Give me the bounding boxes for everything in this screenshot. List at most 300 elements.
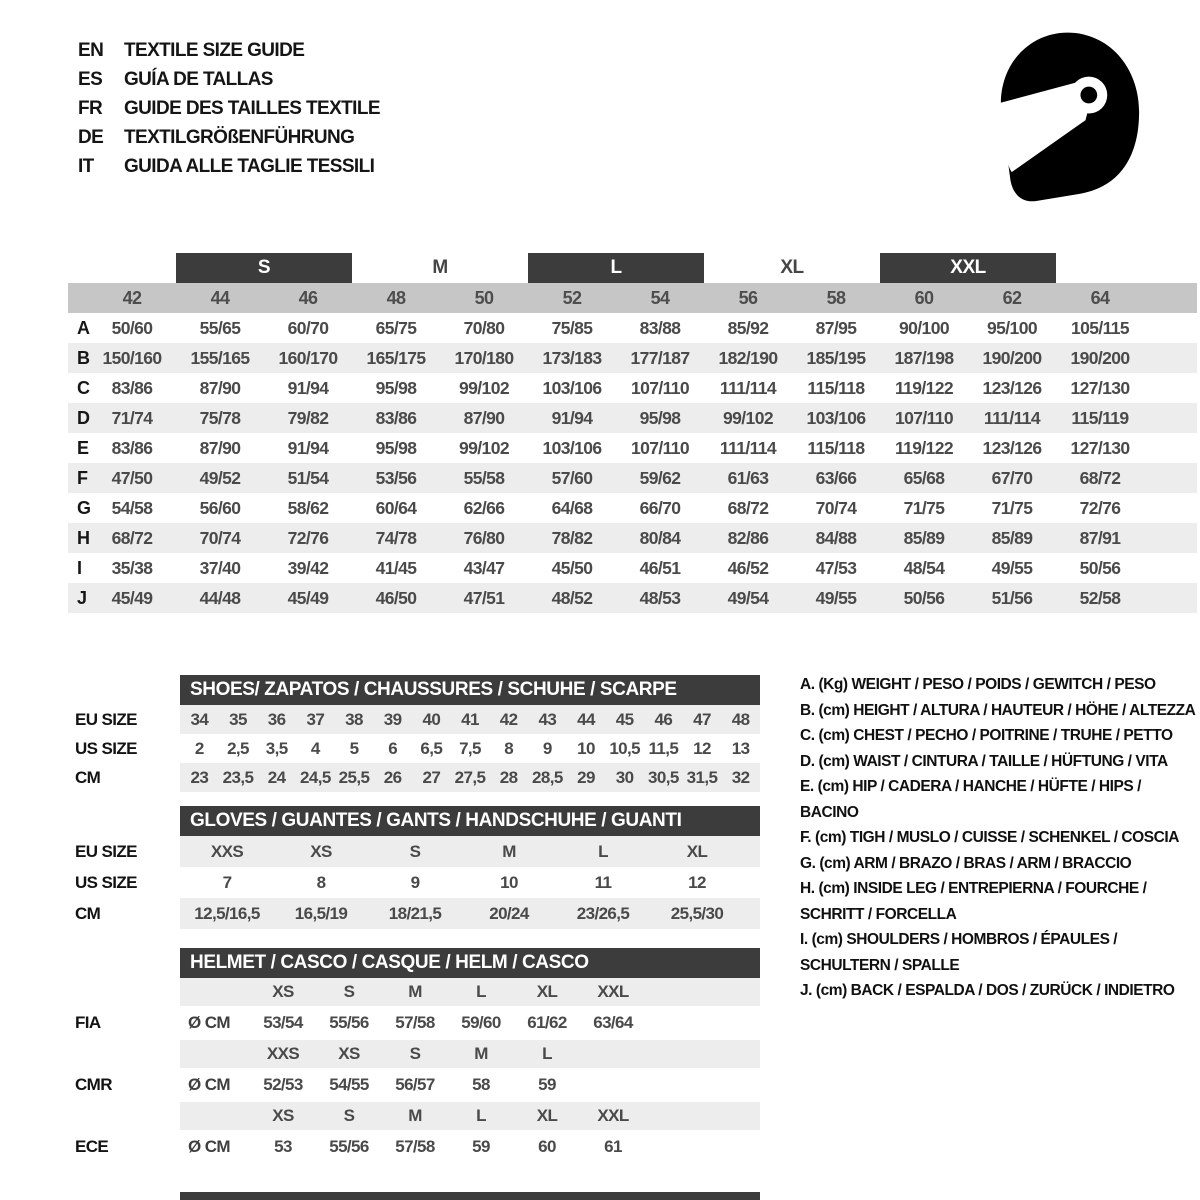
size-value: 71/74: [111, 407, 153, 428]
shoe-size: 9: [542, 738, 552, 758]
language-code: EN: [78, 39, 104, 61]
helmet-standard-section: [75, 978, 760, 1040]
shoe-size: 34: [190, 709, 209, 729]
size-value: 56/60: [199, 497, 241, 518]
language-code: DE: [78, 126, 104, 148]
size-value: 45/49: [111, 587, 153, 608]
size-value: 48/53: [639, 587, 681, 608]
size-number: 50: [474, 287, 494, 308]
size-value: 54/58: [111, 497, 153, 518]
helmet-sizes-band: [180, 978, 760, 1006]
shoe-size: 6,5: [420, 738, 443, 758]
size-value: 67/70: [991, 467, 1033, 488]
standard-org-label: FIA: [75, 1013, 101, 1032]
size-value: 185/195: [806, 347, 866, 368]
shoe-size: 11,5: [648, 738, 679, 758]
helmet-size: M: [408, 1106, 422, 1125]
size-value: 95/98: [639, 407, 681, 428]
size-value: 111/114: [719, 377, 777, 398]
row-letter: G: [77, 497, 91, 518]
helmet-value: 58: [472, 1075, 490, 1094]
size-value: 87/90: [199, 437, 241, 458]
size-value: 173/183: [542, 347, 602, 368]
measurement-row: [68, 523, 1197, 553]
legend-item: E. (cm) HIP / CADERA / HANCHE / HÜFTE / HIPS / BACINO: [800, 778, 1142, 821]
size-value: 61/63: [727, 467, 769, 488]
shoe-size: 30,5: [647, 767, 679, 787]
size-value: 68/72: [1079, 467, 1121, 488]
shoe-size: 38: [345, 709, 363, 729]
size-value: 99/102: [459, 377, 509, 398]
shoe-size: 27,5: [454, 767, 486, 787]
size-value: 65/68: [903, 467, 945, 488]
gloves-row: [75, 898, 760, 929]
size-value: 49/55: [815, 587, 857, 608]
legend-item: I. (cm) SHOULDERS / HOMBROS / ÉPAULES / SCHULTERN / SPALLE: [800, 931, 1118, 974]
size-value: 47/50: [111, 467, 153, 488]
size-number: 46: [298, 287, 318, 308]
size-value: 177/187: [630, 347, 690, 368]
measurement-row: [68, 313, 1197, 343]
language-title: GUIDA ALLE TAGLIE TESSILI: [124, 155, 375, 177]
size-value: 76/80: [463, 527, 505, 548]
size-value: 47/53: [815, 557, 857, 578]
helmet-size: XL: [536, 1106, 558, 1125]
glove-size: 12,5/16,5: [194, 903, 260, 923]
size-value: 51/54: [287, 467, 329, 488]
row-label: EU SIZE: [75, 841, 137, 861]
shoe-size: 24,5: [299, 767, 331, 787]
size-value: 190/200: [982, 347, 1042, 368]
language-title: TEXTILE SIZE GUIDE: [124, 39, 305, 61]
helmet-size: [580, 1040, 646, 1068]
size-value: 119/122: [894, 377, 954, 398]
size-value: 49/54: [727, 587, 769, 608]
size-number: 60: [914, 287, 934, 308]
measurement-row: [68, 433, 1197, 463]
shoe-size: 3,5: [265, 738, 288, 758]
shoe-size: 2,5: [227, 738, 249, 758]
row-letter: A: [77, 317, 90, 338]
shoe-size: 10,5: [609, 738, 640, 758]
helmet-value: 61/62: [527, 1013, 567, 1032]
racing-helmet-icon: [978, 28, 1146, 204]
measurement-row: [68, 463, 1197, 493]
helmet-values-band: [180, 1130, 760, 1164]
row-letter: J: [77, 587, 87, 608]
shoe-size: 25,5: [338, 767, 370, 787]
size-value: 71/75: [903, 497, 945, 518]
size-value: 72/76: [1079, 497, 1121, 518]
size-value: 99/102: [459, 437, 509, 458]
size-value: 59/62: [639, 467, 681, 488]
size-value: 111/114: [983, 407, 1041, 428]
glove-size: 23/26,5: [576, 903, 630, 923]
helmet-title-bar: HELMET / CASCO / CASQUE / HELM / CASCO: [180, 948, 760, 978]
helmet-value: 59/60: [461, 1013, 501, 1032]
shoe-size: 27: [422, 767, 441, 787]
helmet-value: 56/57: [395, 1075, 435, 1094]
helmet-value: 61: [604, 1137, 622, 1156]
size-value: 51/56: [991, 587, 1033, 608]
shoe-size: 13: [731, 738, 750, 758]
size-value: 49/52: [199, 467, 241, 488]
size-value: 80/84: [639, 527, 681, 548]
size-value: 47/51: [463, 587, 505, 608]
size-value: 190/200: [1070, 347, 1130, 368]
size-value: 84/88: [815, 527, 857, 548]
gloves-row: [75, 867, 760, 898]
helmet-value: 59: [472, 1137, 490, 1156]
shoe-size: 45: [615, 709, 634, 729]
helmet-standard-section: [75, 1102, 760, 1164]
helmet-size: L: [476, 1106, 486, 1125]
size-group-xl: XL: [780, 257, 804, 278]
language-code: ES: [78, 68, 103, 90]
shoes-values-band: [180, 705, 760, 734]
helmet-table: [75, 948, 760, 1164]
shoe-size: 8: [504, 738, 514, 758]
measurement-row: [68, 403, 1197, 433]
row-label-spacer: [75, 1040, 180, 1068]
helmet-sizes-row: [75, 1102, 760, 1130]
row-letter-spacer: [68, 283, 88, 313]
shoe-size: 36: [267, 709, 286, 729]
size-value: 87/90: [463, 407, 505, 428]
row-label-spacer: [75, 1102, 180, 1130]
shoe-size: 6: [388, 738, 398, 758]
shoe-size: 41: [461, 709, 479, 729]
size-value: 50/60: [111, 317, 153, 338]
shoe-size: 28: [499, 767, 518, 787]
helmet-sizes-band: [180, 1040, 760, 1068]
shoe-size: 26: [383, 767, 402, 787]
size-value: 64/68: [551, 497, 593, 518]
size-value: 45/50: [551, 557, 593, 578]
shoe-size: 44: [577, 709, 595, 729]
helmet-size: M: [408, 982, 422, 1001]
shoe-size: 10: [577, 738, 595, 758]
shoe-size: 12: [693, 738, 711, 758]
size-value: 46/51: [639, 557, 681, 578]
helmet-values-row: [75, 1130, 760, 1164]
size-value: 99/102: [723, 407, 773, 428]
size-value: 91/94: [287, 437, 329, 458]
row-letter: H: [77, 527, 90, 548]
helmet-size: XS: [272, 982, 294, 1001]
size-value: 87/90: [199, 377, 241, 398]
size-group-m: M: [432, 257, 448, 278]
size-value: 127/130: [1070, 437, 1130, 458]
helmet-size: L: [476, 982, 486, 1001]
glove-size: XXS: [210, 841, 244, 861]
size-value: 48/52: [551, 587, 593, 608]
textile-size-table: [68, 253, 1197, 613]
shoe-size: 32: [731, 767, 750, 787]
size-value: 45/49: [287, 587, 329, 608]
size-value: 55/65: [199, 317, 241, 338]
row-letter: E: [77, 437, 89, 458]
helmet-values-band: [180, 1068, 760, 1102]
row-label: US SIZE: [75, 738, 137, 758]
size-value: 68/72: [727, 497, 769, 518]
helmet-value: 57/58: [395, 1137, 435, 1156]
helmet-sizes-row: [75, 978, 760, 1006]
size-number: 64: [1090, 287, 1110, 308]
size-value: 58/62: [287, 497, 329, 518]
shoe-size: 30: [615, 767, 634, 787]
gloves-table: [75, 806, 760, 929]
shoe-size: 46: [654, 709, 673, 729]
row-label: CM: [75, 903, 101, 923]
size-value: 83/86: [111, 377, 153, 398]
helmet-value: 54/55: [329, 1075, 369, 1094]
helmet-value: 53/54: [263, 1013, 303, 1032]
helmet-size: XXL: [597, 1106, 629, 1125]
language-code: IT: [78, 155, 94, 177]
glove-size: 16,5/19: [294, 903, 348, 923]
size-value: 62/66: [463, 497, 505, 518]
legend-item: J. (cm) BACK / ESPALDA / DOS / ZURÜCK / INDIETRO: [800, 982, 1175, 999]
size-value: 66/70: [639, 497, 681, 518]
size-value: 165/175: [366, 347, 426, 368]
shoes-row: [75, 763, 760, 792]
size-value: 107/110: [630, 437, 690, 458]
size-value: 107/110: [630, 377, 690, 398]
helmet-value: 55/56: [329, 1137, 369, 1156]
size-value: 60/64: [375, 497, 417, 518]
shoes-row: [75, 705, 760, 734]
helmet-size: XS: [272, 1106, 294, 1125]
row-letter: F: [77, 467, 88, 488]
size-value: 85/92: [727, 317, 769, 338]
size-value: 60/70: [287, 317, 329, 338]
measurement-legend: [800, 672, 1200, 1004]
diameter-unit-label: Ø CM: [188, 1075, 230, 1094]
language-title: TEXTILGRÖßENFÜHRUNG: [124, 126, 355, 148]
helmet-size: XXS: [266, 1044, 300, 1063]
size-value: 103/106: [542, 437, 602, 458]
glove-size: S: [409, 841, 421, 861]
helmet-size: S: [343, 1106, 355, 1125]
size-value: 78/82: [551, 527, 593, 548]
size-value: 90/100: [899, 317, 949, 338]
legend-item: C. (cm) CHEST / PECHO / POITRINE / TRUHE / PETTO: [800, 727, 1173, 744]
glove-size: L: [598, 841, 608, 861]
helmet-size: XXL: [597, 982, 629, 1001]
size-value: 50/56: [1079, 557, 1121, 578]
size-value: 70/74: [815, 497, 857, 518]
size-value: 46/50: [375, 587, 417, 608]
shoe-size: 47: [693, 709, 711, 729]
unit-spacer: [180, 1040, 250, 1068]
language-row: [78, 123, 380, 152]
size-value: 107/110: [894, 407, 954, 428]
measurement-row: [68, 493, 1197, 523]
language-title: GUÍA DE TALLAS: [124, 68, 273, 90]
shoe-size: 7,5: [459, 738, 481, 758]
size-value: 155/165: [190, 347, 250, 368]
measurement-rows: [68, 313, 1197, 613]
size-value: 103/106: [542, 377, 602, 398]
numeric-size-row: [68, 283, 1197, 313]
helmet-values-row: [75, 1006, 760, 1040]
measurement-row: [68, 373, 1197, 403]
helmet-value: 57/58: [395, 1013, 435, 1032]
shoe-size: 4: [310, 738, 320, 758]
row-letter: D: [77, 407, 90, 428]
size-value: 83/86: [111, 437, 153, 458]
helmet-values-band: [180, 1006, 760, 1040]
size-group-row: [68, 253, 1197, 283]
size-value: 71/75: [991, 497, 1033, 518]
shoe-size: 42: [499, 709, 518, 729]
row-letter: B: [77, 347, 90, 368]
glove-size: 8: [316, 872, 326, 892]
size-value: 111/114: [719, 437, 777, 458]
size-number: 48: [386, 287, 406, 308]
size-number: 44: [210, 287, 230, 308]
size-group-xxl: XXL: [880, 253, 1056, 283]
row-label: US SIZE: [75, 872, 137, 892]
helmet-value: [580, 1068, 646, 1102]
size-group-l: L: [528, 253, 704, 283]
measurement-row: [68, 583, 1197, 613]
size-value: 63/66: [815, 467, 857, 488]
size-group-s: S: [176, 253, 352, 283]
glove-size: 11: [594, 872, 612, 892]
size-value: 170/180: [454, 347, 514, 368]
size-value: 74/78: [375, 527, 417, 548]
size-value: 37/40: [199, 557, 241, 578]
shoes-row: [75, 734, 760, 763]
helmet-value: 52/53: [263, 1075, 303, 1094]
gloves-values-band: [180, 836, 760, 867]
row-label: EU SIZE: [75, 709, 137, 729]
size-value: 53/56: [375, 467, 417, 488]
size-value: 103/106: [806, 407, 866, 428]
glove-size: 20/24: [489, 903, 529, 923]
gloves-values-band: [180, 898, 760, 929]
glove-size: 18/21,5: [388, 903, 442, 923]
shoes-values-band: [180, 734, 760, 763]
size-number: 54: [650, 287, 670, 308]
shoes-values-band: [180, 763, 760, 792]
helmet-size: XS: [338, 1044, 360, 1063]
helmet-standard-section: [75, 1040, 760, 1102]
shoe-size: 5: [349, 738, 359, 758]
standard-org-label: CMR: [75, 1075, 112, 1094]
row-letter: I: [77, 557, 82, 578]
glove-size: 7: [222, 872, 232, 892]
size-value: 39/42: [287, 557, 329, 578]
size-value: 83/86: [375, 407, 417, 428]
helmet-size: M: [474, 1044, 488, 1063]
glove-size: 10: [500, 872, 518, 892]
size-value: 150/160: [102, 347, 162, 368]
size-value: 57/60: [551, 467, 593, 488]
size-value: 75/85: [551, 317, 593, 338]
helmet-size: L: [542, 1044, 552, 1063]
size-value: 123/126: [982, 377, 1042, 398]
row-letter: C: [77, 377, 90, 398]
size-value: 70/74: [199, 527, 241, 548]
shoes-table: [75, 675, 760, 792]
legend-item: A. (Kg) WEIGHT / PESO / POIDS / GEWITCH / PESO: [800, 676, 1156, 693]
size-value: 50/56: [903, 587, 945, 608]
size-value: 91/94: [287, 377, 329, 398]
shoes-title-bar: SHOES/ ZAPATOS / CHAUSSURES / SCHUHE / SCARPE: [180, 675, 760, 705]
shoe-size: 40: [422, 709, 441, 729]
shoe-size: 48: [731, 709, 750, 729]
legend-item: F. (cm) TIGH / MUSLO / CUISSE / SCHENKEL / COSCIA: [800, 829, 1179, 846]
standard-org-label: ECE: [75, 1137, 109, 1156]
size-value: 105/115: [1070, 317, 1130, 338]
row-label-spacer: [75, 978, 180, 1006]
language-title-block: [78, 36, 380, 181]
size-value: 95/98: [375, 377, 417, 398]
glove-size: 25,5/30: [670, 903, 724, 923]
glove-size: 12: [688, 872, 706, 892]
language-row: [78, 65, 380, 94]
helmet-value: 53: [274, 1137, 292, 1156]
helmet-size: S: [343, 982, 355, 1001]
diameter-unit-label: Ø CM: [188, 1013, 230, 1032]
size-value: 46/52: [727, 557, 769, 578]
diameter-unit-label: Ø CM: [188, 1137, 230, 1156]
size-value: 52/58: [1079, 587, 1121, 608]
shoe-size: 28,5: [531, 767, 563, 787]
shoe-size: 31,5: [686, 767, 718, 787]
size-number: 56: [738, 287, 758, 308]
size-value: 48/54: [903, 557, 945, 578]
glove-size: XS: [310, 841, 332, 861]
measurement-row: [68, 343, 1197, 373]
size-value: 115/118: [807, 377, 865, 398]
size-value: 65/75: [375, 317, 417, 338]
size-value: 91/94: [551, 407, 593, 428]
size-value: 87/91: [1079, 527, 1121, 548]
size-value: 95/100: [987, 317, 1037, 338]
measurement-row: [68, 553, 1197, 583]
legend-item: H. (cm) INSIDE LEG / ENTREPIERNA / FOURCHE / SCHRITT / FORCELLA: [800, 880, 1147, 923]
glove-size: 9: [410, 872, 420, 892]
language-code: FR: [78, 97, 103, 119]
size-number: 52: [562, 287, 582, 308]
size-value: 127/130: [1070, 377, 1130, 398]
unit-spacer: [180, 978, 250, 1006]
size-value: 115/119: [1071, 407, 1129, 428]
size-value: 85/89: [903, 527, 945, 548]
legend-item: B. (cm) HEIGHT / ALTURA / HAUTEUR / HÖHE / ALTEZZA: [800, 701, 1196, 719]
size-value: 87/95: [815, 317, 857, 338]
glove-size: M: [502, 841, 516, 861]
size-value: 79/82: [287, 407, 329, 428]
helmet-value: 60: [538, 1137, 556, 1156]
language-row: [78, 94, 380, 123]
size-value: 43/47: [463, 557, 505, 578]
helmet-size: S: [409, 1044, 421, 1063]
size-value: 115/118: [807, 437, 865, 458]
helmet-sizes-row: [75, 1040, 760, 1068]
row-label: CM: [75, 767, 101, 787]
unit-spacer: [180, 1102, 250, 1130]
size-value: 95/98: [375, 437, 417, 458]
shoe-size: 24: [267, 767, 286, 787]
size-value: 123/126: [982, 437, 1042, 458]
legend-item: G. (cm) ARM / BRAZO / BRAS / ARM / BRACCIO: [800, 854, 1132, 872]
size-value: 85/89: [991, 527, 1033, 548]
